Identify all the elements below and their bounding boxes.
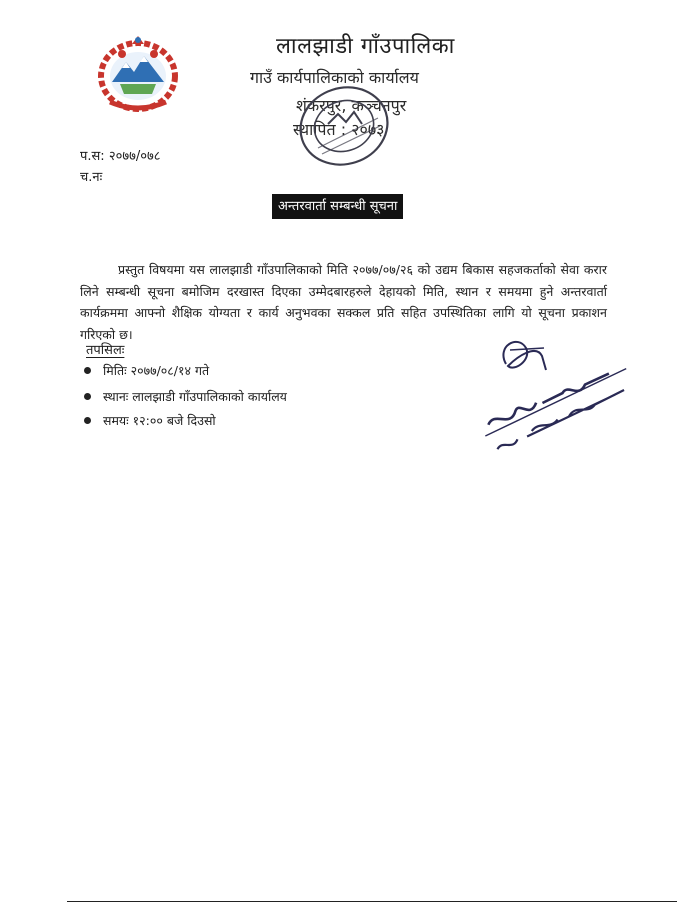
footer-rule xyxy=(67,901,677,902)
municipality-title: लालझाडी गाँउपालिका xyxy=(276,34,455,59)
founded-line: स्थापित : २०७३ xyxy=(293,120,385,139)
detail-date-text: मितिः २०७७/०८/१४ गते xyxy=(103,363,210,378)
detail-date xyxy=(84,362,209,379)
bullet-icon xyxy=(84,417,91,424)
office-place: शंकरपुर, कञ्चनपुर xyxy=(296,96,407,115)
detail-venue xyxy=(84,388,287,405)
details-label: तपसिलः xyxy=(86,343,125,358)
notice-paragraph: प्रस्तुत विषयमा यस लालझाडी गाँउपालिकाको मिति २०७७/०७/२६ को उद्यम बिकास सहजकर्ताको सेवा करार लिने सम्बन्धी सूचना बमोजिम दरखास्त दिएका उम्मेदबारहरुले देहायको मिति, स्थान र समयमा हुने अन्तरवार्ता कार्यक्रममा आफ्नो शैक्षिक योग्यता र कार्य अनुभवका सक्कल प्रति सहित उपस्थितिका लागि यो सूचना प्रकाशन गरिएको छ। xyxy=(80,262,607,342)
reference-number: प.स: २०७७/०७८ xyxy=(80,149,161,164)
dispatch-number: च.नः xyxy=(80,170,103,185)
office-seal-stamp xyxy=(288,78,400,174)
detail-time xyxy=(84,412,216,429)
bullet-icon xyxy=(84,367,91,374)
government-emblem-logo xyxy=(92,32,184,116)
signature-and-designation-stamp xyxy=(466,326,656,476)
detail-venue-text: स्थानः लालझाडी गाँउपालिकाको कार्यालय xyxy=(103,389,287,404)
notice-heading: अन्तरवार्ता सम्बन्धी सूचना xyxy=(272,194,403,219)
bullet-icon xyxy=(84,393,91,400)
office-name: गाउँ कार्यपालिकाको कार्यालय xyxy=(250,68,419,87)
detail-time-text: समयः १२:०० बजे दिउसो xyxy=(103,413,216,428)
